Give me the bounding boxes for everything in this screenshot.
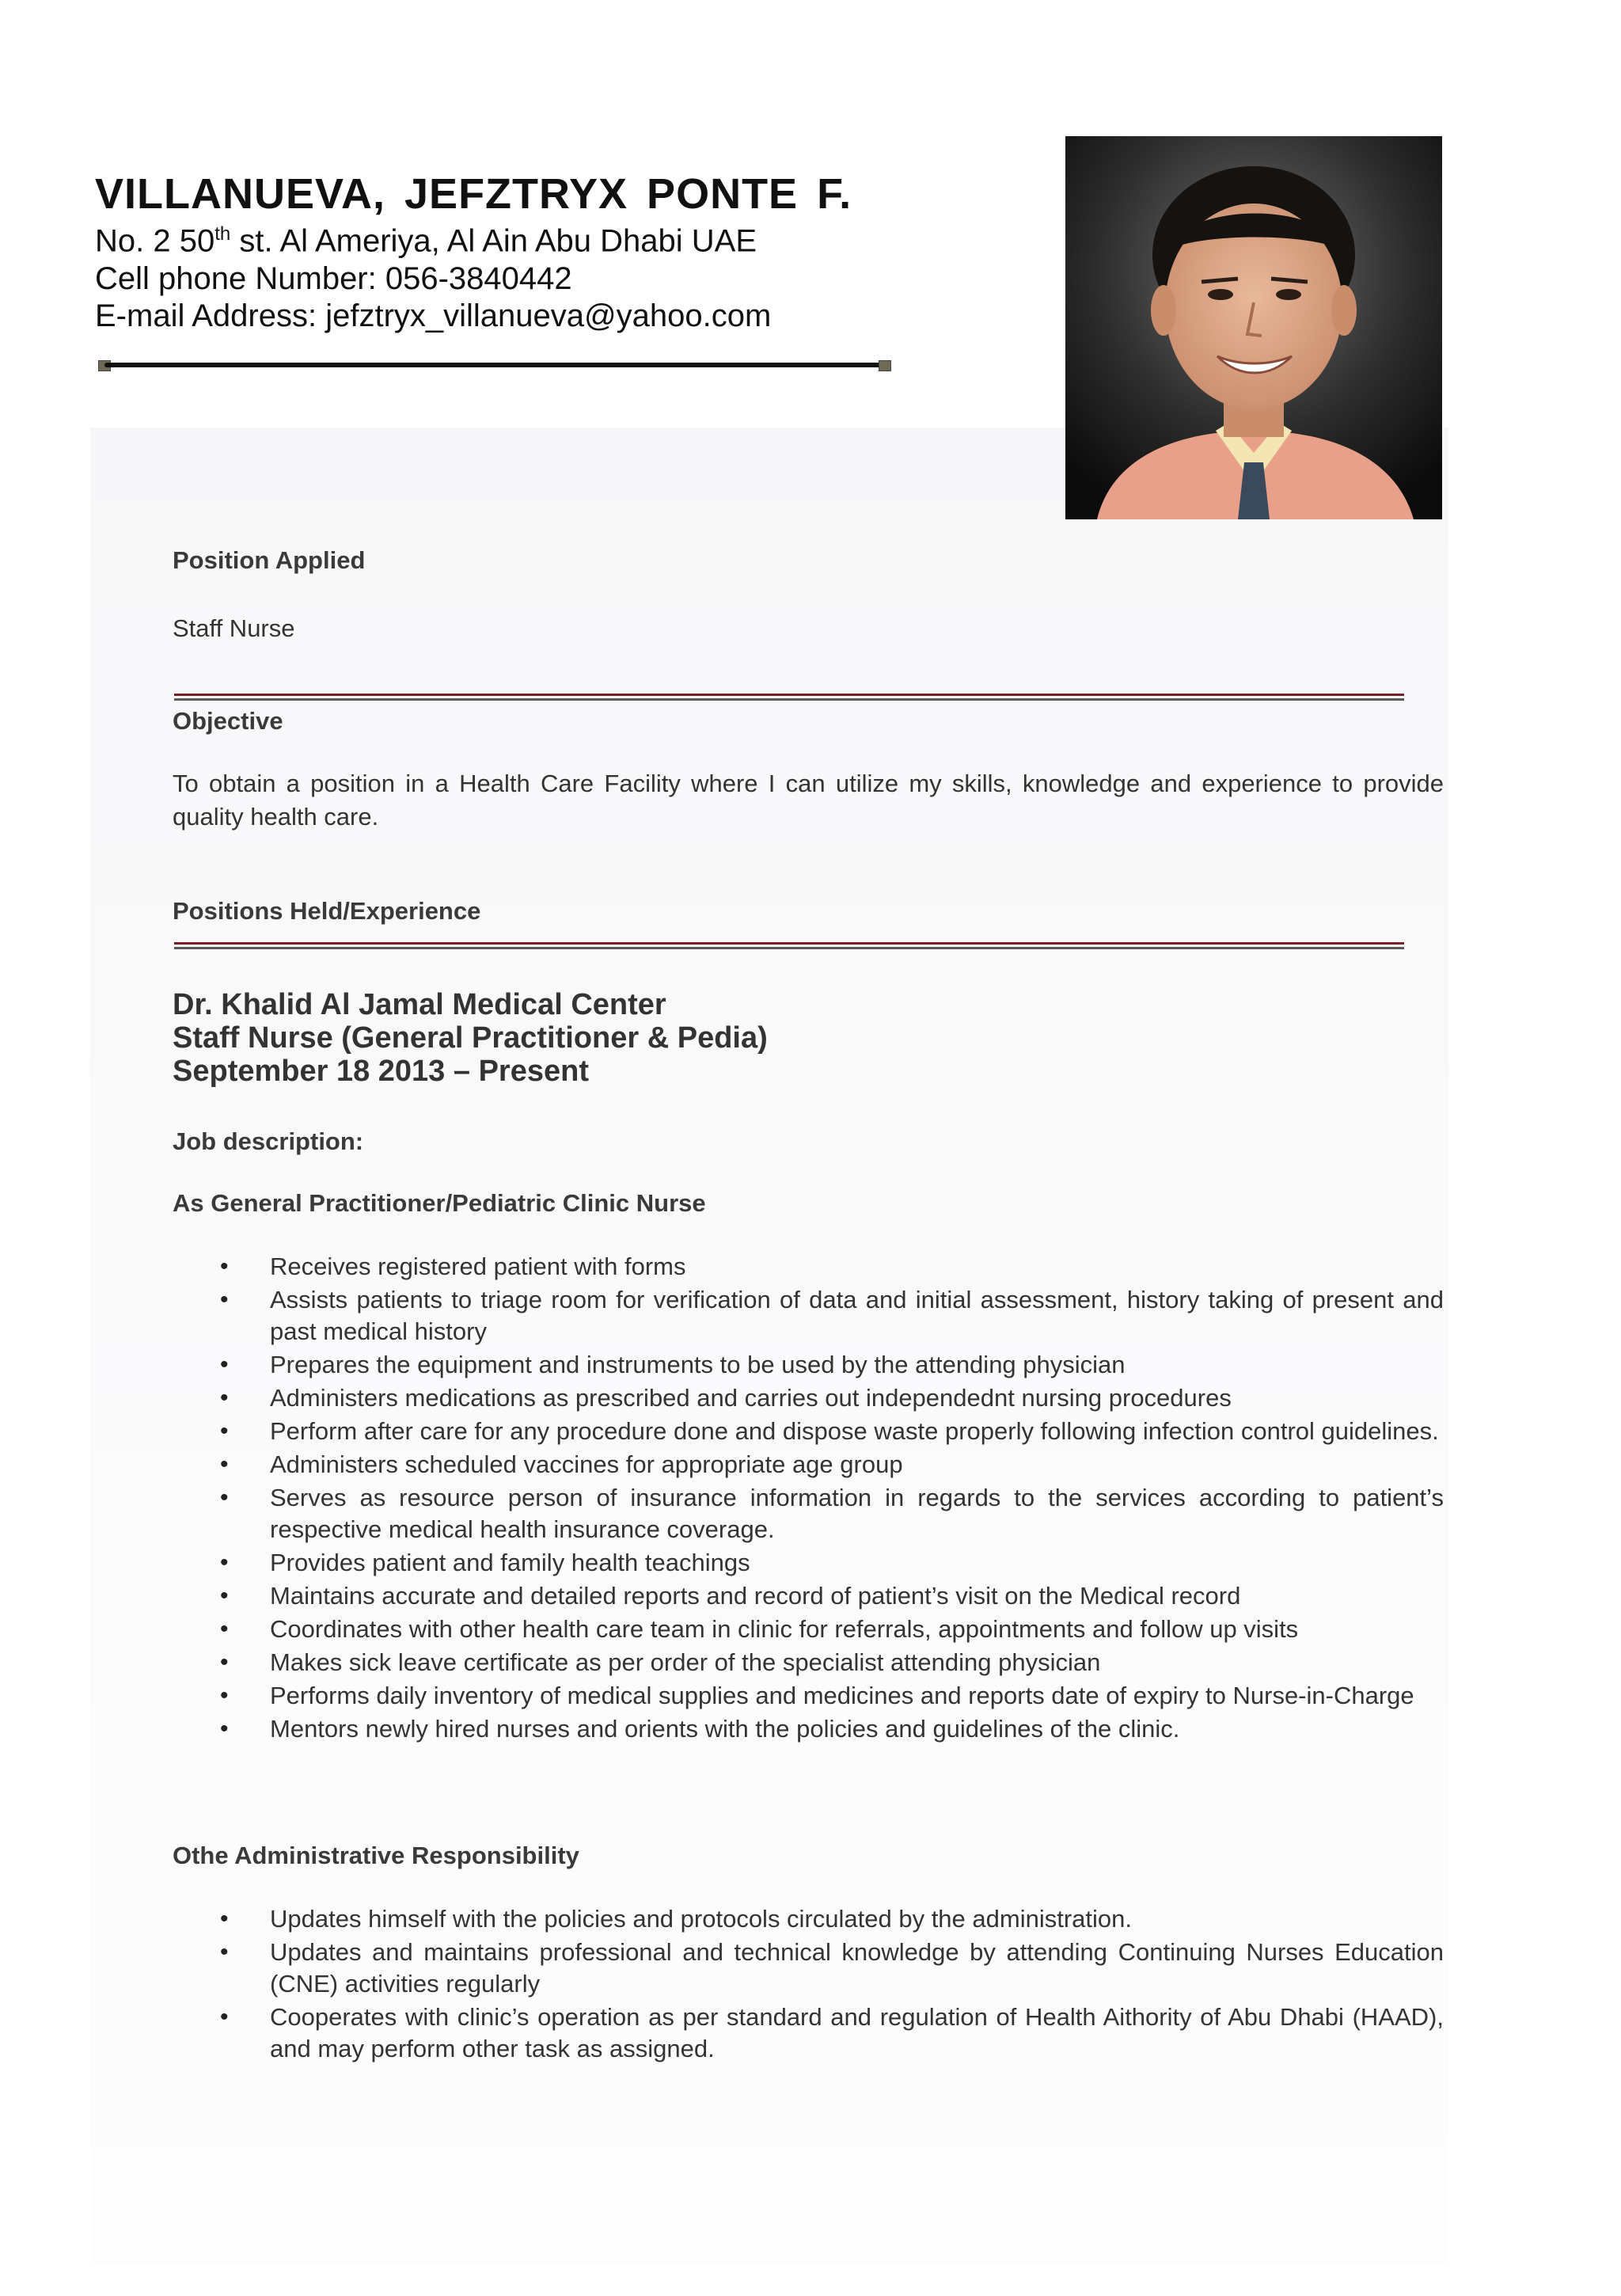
address-line: No. 2 50th st. Al Ameriya, Al Ain Abu Dhabi UAE <box>95 223 757 259</box>
employer-name: Dr. Khalid Al Jamal Medical Center <box>173 988 666 1021</box>
job-description-label: Job description: <box>173 1127 364 1155</box>
list-item: • Makes sick leave certificate as per order of the specialist attending physician <box>173 1647 1444 1678</box>
email-line: E-mail Address: jefztryx_villanueva@yahoo.com <box>95 298 772 333</box>
section-divider <box>174 942 1404 950</box>
applicant-name: VILLANUEVA, JEFZTRYX PONTE F. <box>95 170 852 218</box>
list-item: • Updates and maintains professional and technical knowledge by attending Continuing Nurses Education (CNE) activities regularly <box>173 1937 1444 2000</box>
list-item: • Coordinates with other health care team in clinic for referrals, appointments and follow up visits <box>173 1614 1444 1645</box>
duties-list <box>173 1251 1444 1747</box>
objective-heading: Objective <box>173 707 283 735</box>
list-item: • Assists patients to triage room for verification of data and initial assessment, history taking of present and past medical history <box>173 1284 1444 1348</box>
list-item: • Maintains accurate and detailed reports and record of patient’s visit on the Medical record <box>173 1580 1444 1612</box>
list-item: • Performs daily inventory of medical supplies and medicines and reports date of expiry to Nurse-in-Charge <box>173 1680 1444 1712</box>
phone-line: Cell phone Number: 056-3840442 <box>95 261 572 296</box>
duties-subsection-title: As General Practitioner/Pediatric Clinic Nurse <box>173 1189 706 1217</box>
admin-duties-list <box>173 1903 1444 2066</box>
objective-text: To obtain a position in a Health Care Facility where I can utilize my skills, knowledge and experience to provide quality health care. <box>173 770 1444 831</box>
list-item: • Prepares the equipment and instruments to be used by the attending physician <box>173 1349 1444 1381</box>
list-item: • Mentors newly hired nurses and orients with the policies and guidelines of the clinic. <box>173 1713 1444 1745</box>
header-divider <box>98 360 891 370</box>
list-item: • Receives registered patient with forms <box>173 1251 1444 1283</box>
job-role: Staff Nurse (General Practitioner & Pedia) <box>173 1021 768 1055</box>
applicant-photo <box>1065 136 1442 519</box>
list-item: • Cooperates with clinic’s operation as per standard and regulation of Health Aithority of Abu Dhabi (HAAD), and may perform other task as assigned. <box>173 2001 1444 2065</box>
list-item: • Serves as resource person of insurance information in regards to the services according to patient’s respective medical health insurance coverage. <box>173 1482 1444 1545</box>
experience-heading: Positions Held/Experience <box>173 897 481 925</box>
section-divider <box>174 694 1404 701</box>
list-item: • Updates himself with the policies and protocols circulated by the administration. <box>173 1903 1444 1935</box>
list-item: • Perform after care for any procedure done and dispose waste properly following infection control guidelines. <box>173 1416 1444 1447</box>
job-dates: September 18 2013 – Present <box>173 1055 589 1088</box>
position-applied-value: Staff Nurse <box>173 614 295 642</box>
position-applied-heading: Position Applied <box>173 546 366 574</box>
list-item: • Provides patient and family health teachings <box>173 1547 1444 1579</box>
admin-heading: Othe Administrative Responsibility <box>173 1842 579 1869</box>
list-item: • Administers scheduled vaccines for appropriate age group <box>173 1449 1444 1481</box>
list-item: • Administers medications as prescribed and carries out independednt nursing procedures <box>173 1382 1444 1414</box>
